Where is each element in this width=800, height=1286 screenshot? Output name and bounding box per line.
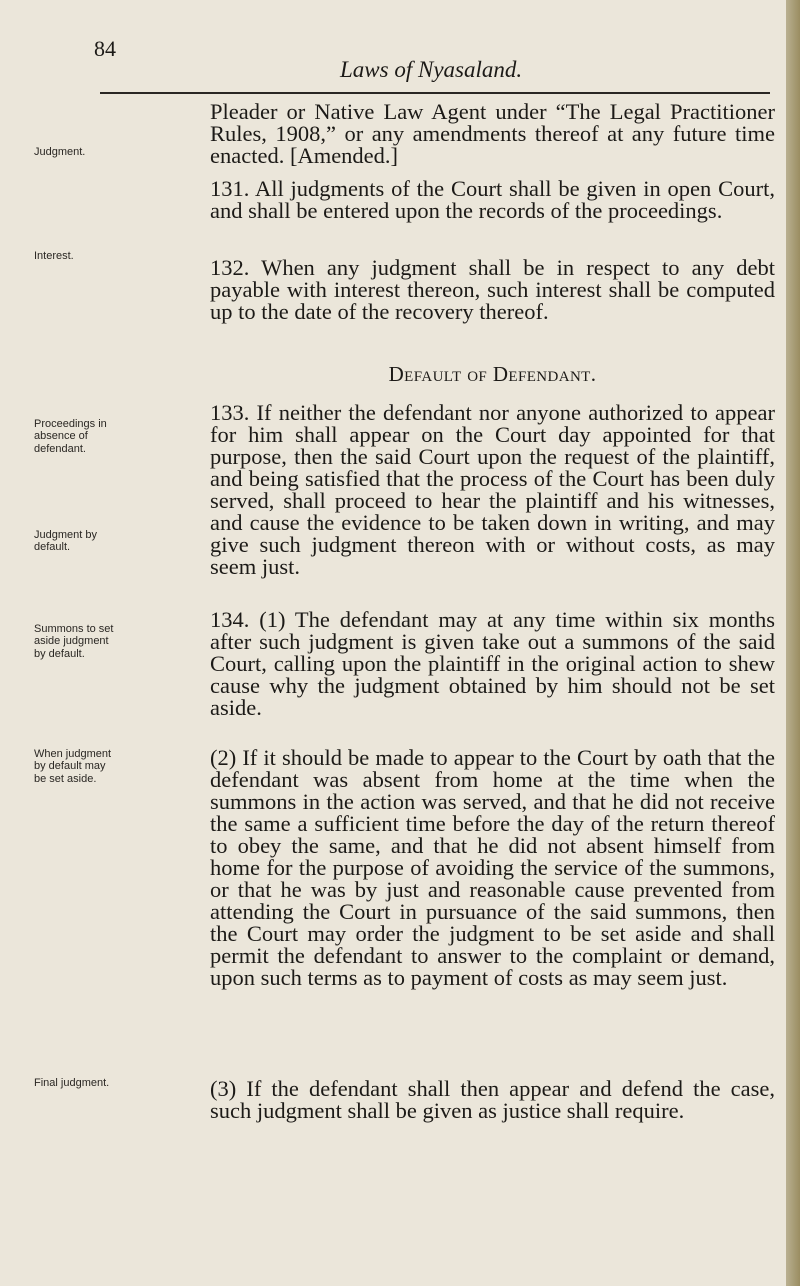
intro-paragraph: Pleader or Native Law Agent under “The Legal Practitioner Rules, 1908,” or any amendments thereof at any future time enacted. [Amended.] — [210, 99, 775, 168]
section-134-3: (3) If the defendant shall then appear and defend the case, such judgment shall be given as justice shall require. — [210, 1076, 775, 1123]
section-134-2: (2) If it should be made to appear to the Court by oath that the defendant was absent from home at the time when the summons in the action was served, and that he did not receive the same a sufficient time before the day of the return thereof to obey the same, and that he did not absent himself from home for the purpose of avoiding the service of the summons, or that he was by just and reasonable cause prevented from attending the Court in pursuance of the said summons, then the Court may order the judgment to be set aside and shall permit the defendant to answer to the complaint or demand, upon such terms as to payment of costs as may seem just. — [210, 745, 775, 990]
margin-note-summons-set-aside: Summons to set aside judgment by default. — [34, 623, 114, 660]
page-edge-shadow — [786, 0, 800, 1286]
section-134-1: 134. (1) The defendant may at any time within six months after such judgment is given take out a summons of the said Court, calling upon the plaintiff in the original action to shew cause why the judgment obtained by him should not be set aside. — [210, 607, 775, 720]
section-132: 132. When any judgment shall be in respect to any debt payable with interest thereon, such interest shall be computed up to the date of the recovery thereof. — [210, 255, 775, 324]
margin-note-judgment-by-default: Judgment by default. — [34, 529, 97, 554]
section-heading-default-of-defendant: Default of Defendant. — [388, 362, 597, 386]
margin-note-when-set-aside: When judgment by default may be set aside. — [34, 748, 112, 785]
section-133: 133. If neither the defendant nor anyone authorized to appear for him shall appear on the Court day appointed for that purpose, then the said Court upon the request of the plaintiff, and being satisfied that the process of the Court has been duly served, shall proceed to hear the plaintiff and his witnesses, and cause the evidence to be taken down in writing, and may give such judgment thereon with or without costs, as may seem just. — [210, 400, 775, 579]
page-number: 84 — [94, 36, 116, 61]
margin-note-final-judgment: Final judgment. — [34, 1077, 110, 1089]
running-title: Laws of Nyasaland. — [340, 57, 523, 82]
margin-note-proceedings-absence: Proceedings in absence of defendant. — [34, 418, 107, 455]
margin-note-judgment: Judgment. — [34, 146, 86, 158]
margin-note-interest: Interest. — [34, 250, 74, 262]
section-131: 131. All judgments of the Court shall be given in open Court, and shall be entered upon the records of the proceedings. — [210, 176, 775, 223]
header-rule — [100, 92, 770, 94]
